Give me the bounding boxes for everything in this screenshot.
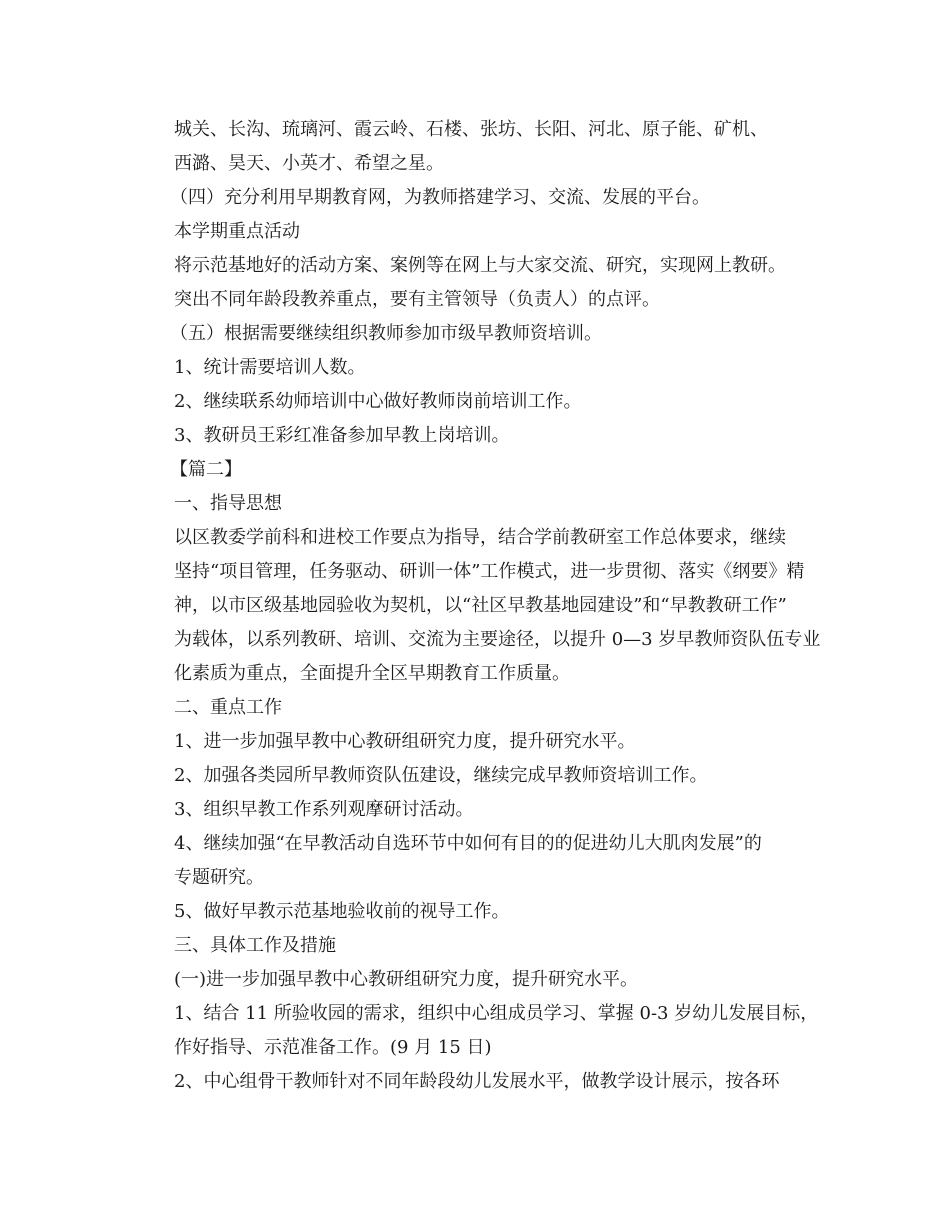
list-item: 3、组织早教工作系列观摩研讨活动。	[174, 799, 474, 820]
section-heading: 本学期重点活动	[174, 221, 300, 242]
list-item: 2、加强各类园所早教师资队伍建设，继续完成早教师资培训工作。	[174, 765, 708, 786]
paragraph-line: 坚持“项目管理，任务驱动、研训一体”工作模式，进一步贯彻、落实《纲要》精	[174, 561, 805, 582]
list-item: 2、继续联系幼师培训中心做好教师岗前培训工作。	[174, 391, 582, 412]
list-item: 2、中心组骨干教师针对不同年龄段幼儿发展水平，做教学设计展示，按各环	[174, 1071, 780, 1092]
paragraph-line: 以区教委学前科和进校工作要点为指导，结合学前教研室工作总体要求，继续	[174, 527, 786, 548]
section-heading: 一、指导思想	[174, 493, 282, 514]
paragraph-line: 神，以市区级基地园验收为契机，以“社区早教基地园建设”和“早教教研工作”	[174, 595, 787, 616]
text-line: 突出不同年龄段教养重点，要有主管领导（负责人）的点评。	[174, 289, 660, 310]
text-line: 西潞、昊天、小英才、希望之星。	[174, 153, 444, 174]
section-heading: 【篇二】	[170, 459, 242, 480]
paragraph-line: 化素质为重点，全面提升全区早期教育工作质量。	[174, 663, 570, 684]
section-heading: 二、重点工作	[174, 697, 282, 718]
text-line: 城关、长沟、琉璃河、霞云岭、石楼、张坊、长阳、河北、原子能、矿机、	[174, 119, 768, 140]
list-item: 1、进一步加强早教中心教研组研究力度，提升研究水平。	[174, 731, 636, 752]
list-item: 1、统计需要培训人数。	[174, 357, 366, 378]
text-line: （五）根据需要继续组织教师参加市级早教师资培训。	[170, 323, 602, 344]
list-item: 专题研究。	[174, 867, 264, 888]
paragraph-line: 为载体，以系列教研、培训、交流为主要途径，以提升 0—3 岁早教师资队伍专业	[174, 629, 821, 650]
subsection-heading: (一)进一步加强早教中心教研组研究力度，提升研究水平。	[174, 969, 639, 990]
section-heading: 三、具体工作及措施	[174, 935, 336, 956]
text-line: （四）充分利用早期教育网，为教师搭建学习、交流、发展的平台。	[170, 187, 710, 208]
list-item: 3、教研员王彩红准备参加早教上岗培训。	[174, 425, 510, 446]
list-item: 作好指导、示范准备工作。(9 月 15 日)	[174, 1037, 492, 1058]
list-item: 4、继续加强“在早教活动自选环节中如何有目的的促进幼儿大肌肉发展”的	[174, 833, 762, 854]
text-line: 将示范基地好的活动方案、案例等在网上与大家交流、研究，实现网上教研。	[174, 255, 786, 276]
list-item: 5、做好早教示范基地验收前的视导工作。	[174, 901, 510, 922]
list-item: 1、结合 11 所验收园的需求，组织中心组成员学习、掌握 0-3 岁幼儿发展目标，	[174, 1003, 819, 1024]
